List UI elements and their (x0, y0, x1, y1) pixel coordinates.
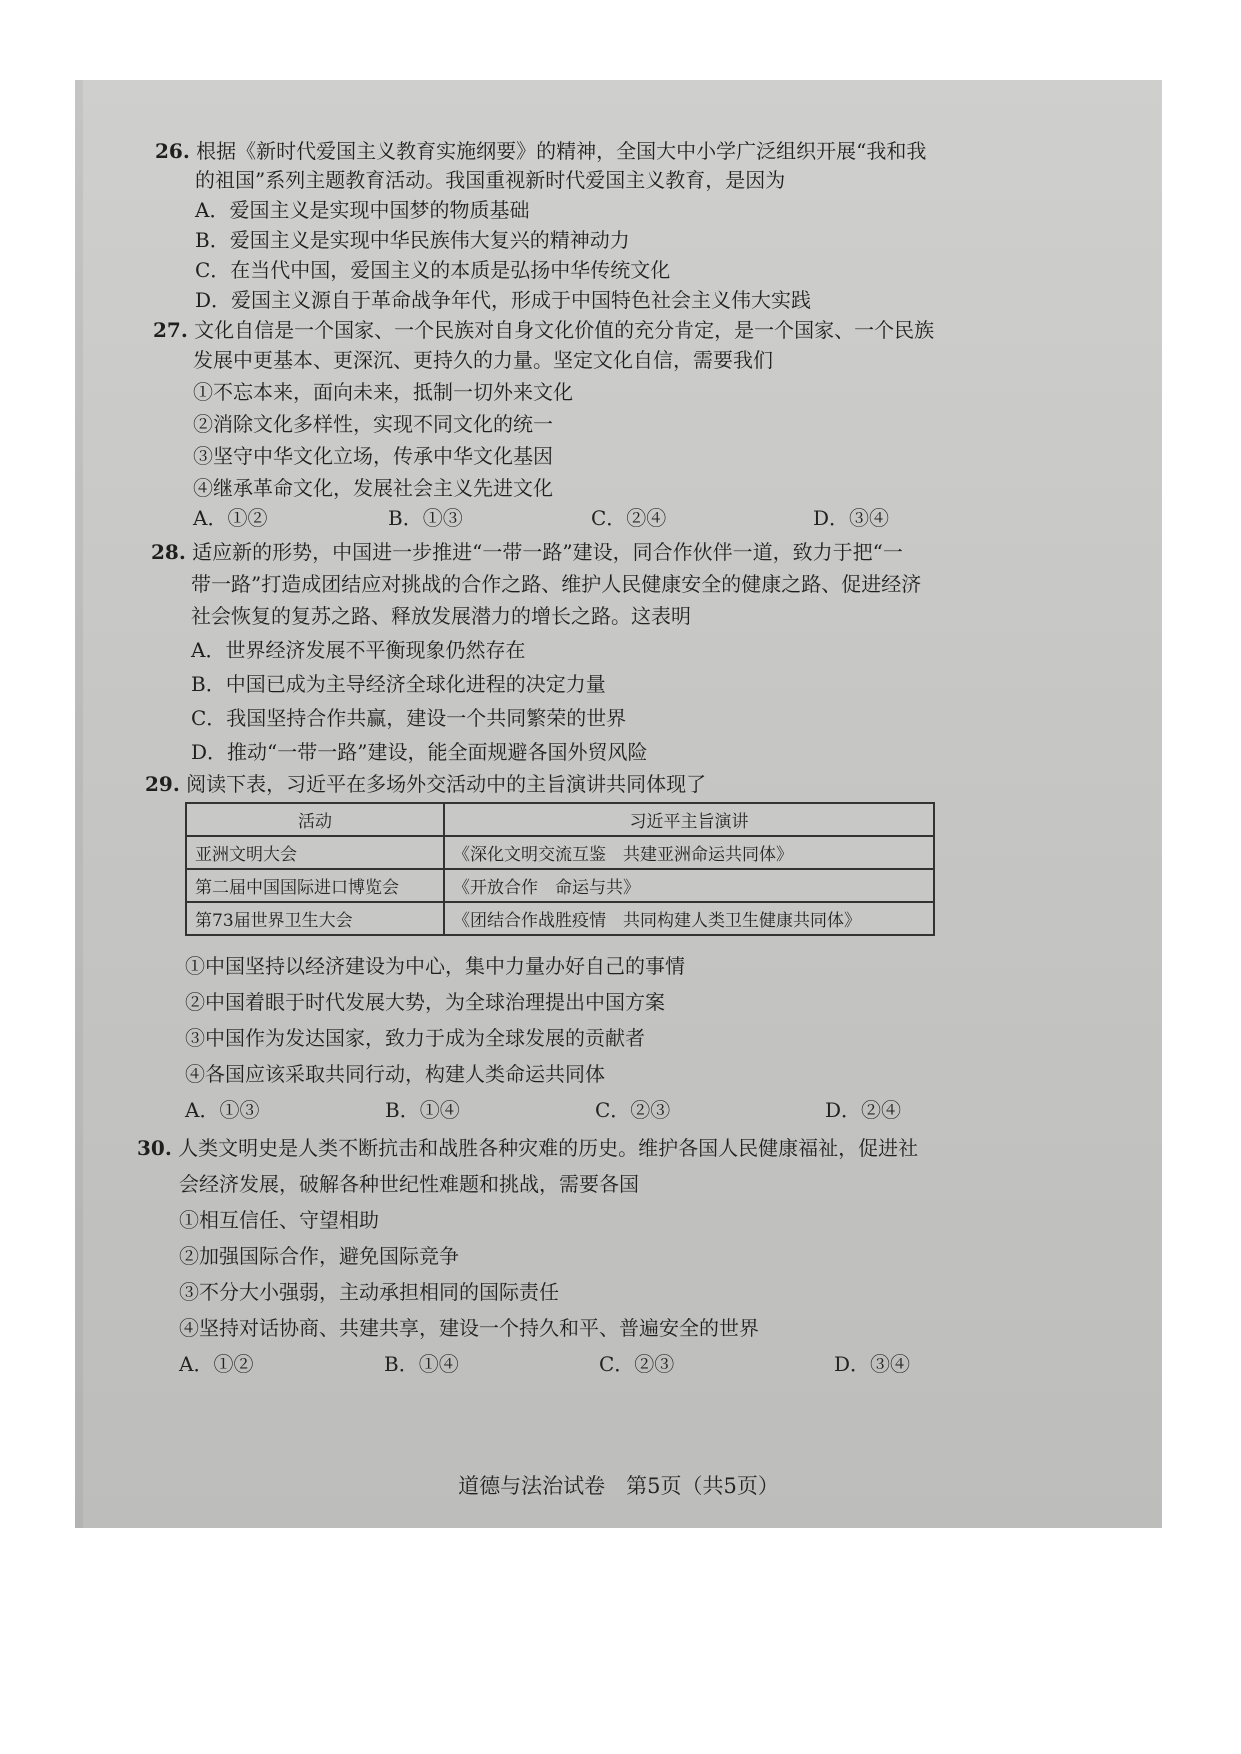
q29-item-2: ②中国着眼于时代发展大势，为全球治理提出中国方案 (185, 990, 665, 1014)
q29-item-4: ④各国应该采取共同行动，构建人类命运共同体 (185, 1062, 605, 1086)
q27-choice-a: A．①② (193, 506, 268, 530)
table-cell-activity: 亚洲文明大会 (186, 836, 444, 869)
q29-choice-a: A．①③ (185, 1098, 260, 1122)
q26-stem-2: 的祖国”系列主题教育活动。我国重视新时代爱国主义教育，是因为 (195, 168, 786, 192)
q28-option-c: C．我国坚持合作共赢，建设一个共同繁荣的世界 (191, 706, 627, 730)
table-cell-speech: 《深化文明交流互鉴 共建亚洲命运共同体》 (444, 836, 934, 869)
q26-number: 26. (155, 139, 190, 163)
q30-item-4: ④坚持对话协商、共建共享，建设一个持久和平、普遍安全的世界 (179, 1316, 759, 1340)
q28-stem-2: 带一路”打造成团结应对挑战的合作之路、维护人民健康安全的健康之路、促进经济 (191, 572, 922, 596)
q30-stem-2: 会经济发展，破解各种世纪性难题和挑战，需要各国 (179, 1172, 639, 1196)
table-header-row (186, 803, 934, 836)
table-cell-speech: 《团结合作战胜疫情 共同构建人类卫生健康共同体》 (444, 902, 934, 935)
q27-item-1: ①不忘本来，面向未来，抵制一切外来文化 (193, 380, 573, 404)
table-row (186, 902, 934, 935)
q28-option-b: B．中国已成为主导经济全球化进程的决定力量 (191, 672, 606, 696)
q30-choice-b: B．①④ (384, 1352, 459, 1376)
q30-choice-d: D．③④ (834, 1352, 911, 1376)
q29-item-3: ③中国作为发达国家，致力于成为全球发展的贡献者 (185, 1026, 645, 1050)
q29-choice-b: B．①④ (385, 1098, 460, 1122)
q30-choice-a: A．①② (179, 1352, 254, 1376)
table-row (186, 869, 934, 902)
table-header-activity: 活动 (186, 803, 444, 836)
q28-number: 28. (151, 540, 186, 564)
q26-option-d: D．爱国主义源自于革命战争年代，形成于中国特色社会主义伟大实践 (195, 288, 812, 312)
exam-page-photo (75, 80, 1162, 1528)
q28-line-1 (151, 538, 903, 566)
q29-item-1: ①中国坚持以经济建设为中心，集中力量办好自己的事情 (185, 954, 685, 978)
page-edge-shadow (75, 80, 83, 1528)
q29-number: 29. (145, 772, 180, 796)
q27-choice-c: C．②④ (591, 506, 667, 530)
q29-stem: 阅读下表，习近平在多场外交活动中的主旨演讲共同体现了 (186, 772, 707, 796)
table-row (186, 836, 934, 869)
q30-item-3: ③不分大小强弱，主动承担相同的国际责任 (179, 1280, 559, 1304)
q29-choice-c: C．②③ (595, 1098, 671, 1122)
q26-option-c: C．在当代中国，爱国主义的本质是弘扬中华传统文化 (195, 258, 671, 282)
q28-option-a: A．世界经济发展不平衡现象仍然存在 (191, 638, 526, 662)
q29-choice-d: D．②④ (825, 1098, 902, 1122)
q30-stem-1: 人类文明史是人类不断抗击和战胜各种灾难的历史。维护各国人民健康福祉，促进社 (178, 1136, 919, 1160)
q30-choice-c: C．②③ (599, 1352, 675, 1376)
q30-item-1: ①相互信任、守望相助 (179, 1208, 379, 1232)
q28-stem-3: 社会恢复的复苏之路、释放发展潜力的增长之路。这表明 (191, 604, 691, 628)
q30-line-1 (137, 1134, 918, 1162)
q28-stem-1: 适应新的形势，中国进一步推进“一带一路”建设，同合作伙伴一道，致力于把“一 (192, 540, 903, 564)
q27-number: 27. (153, 318, 188, 342)
q26-line-1 (155, 137, 926, 165)
q29-speech-table (185, 802, 935, 936)
table-cell-speech: 《开放合作 命运与共》 (444, 869, 934, 902)
q30-item-2: ②加强国际合作，避免国际竞争 (179, 1244, 459, 1268)
q26-option-a: A．爱国主义是实现中国梦的物质基础 (195, 198, 530, 222)
q27-item-4: ④继承革命文化，发展社会主义先进文化 (193, 476, 553, 500)
table-cell-activity: 第73届世界卫生大会 (186, 902, 444, 935)
q27-item-3: ③坚守中华文化立场，传承中华文化基因 (193, 444, 553, 468)
q28-option-d: D．推动“一带一路”建设，能全面规避各国外贸风险 (191, 740, 648, 764)
table-header-speech: 习近平主旨演讲 (444, 803, 934, 836)
q26-option-b: B．爱国主义是实现中华民族伟大复兴的精神动力 (195, 228, 630, 252)
q27-item-2: ②消除文化多样性，实现不同文化的统一 (193, 412, 553, 436)
table-cell-activity: 第二届中国国际进口博览会 (186, 869, 444, 902)
q27-line-1 (153, 316, 934, 344)
q26-stem-1: 根据《新时代爱国主义教育实施纲要》的精神，全国大中小学广泛组织开展“我和我 (196, 139, 927, 163)
q27-stem-1: 文化自信是一个国家、一个民族对自身文化价值的充分肯定，是一个国家、一个民族 (194, 318, 935, 342)
q27-choice-d: D．③④ (813, 506, 890, 530)
q27-choice-b: B．①③ (388, 506, 463, 530)
q27-stem-2: 发展中更基本、更深沉、更持久的力量。坚定文化自信，需要我们 (193, 348, 773, 372)
q30-number: 30. (137, 1136, 172, 1160)
page-footer: 道德与法治试卷 第5页（共5页） (458, 1474, 779, 1498)
q29-line-1 (145, 770, 706, 798)
